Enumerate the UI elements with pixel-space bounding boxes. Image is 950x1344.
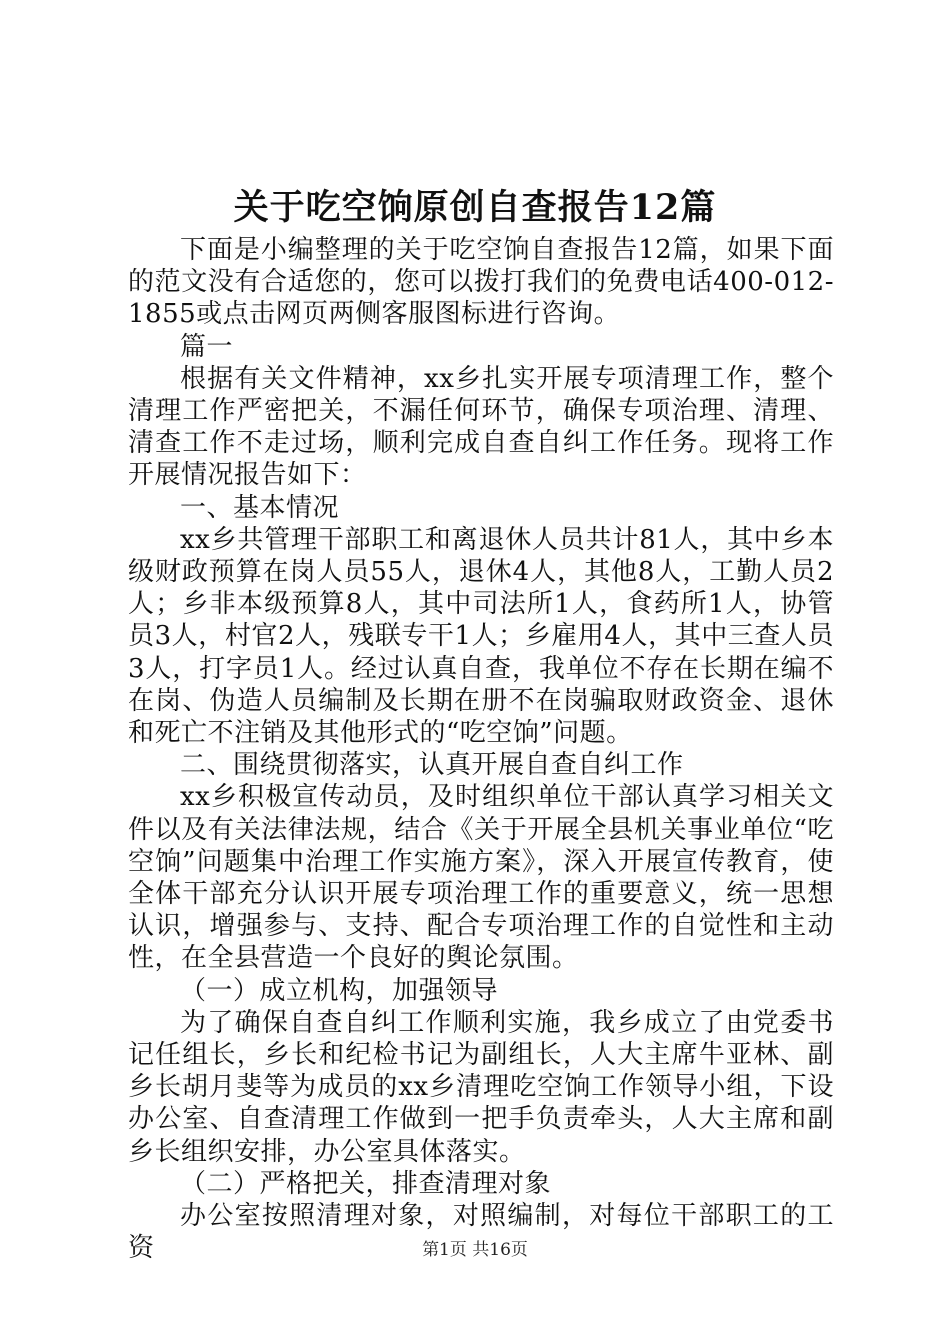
section-heading-self-inspection: 二、围绕贯彻落实，认真开展自查自纠工作 xyxy=(180,750,684,781)
body-paragraph: xx乡积极宣传动员，及时组织单位干部认真学习相关文件以及有关法律法规，结合《关于开展全县机关事业单位“吃空饷”问题集中治理工作实施方案》，深入开展宣传教育，使全体干部充分认识开展专项治理工作的重要意义，统一思想认识，增强参与、支持、配合专项治理工作的自觉性和主动性，在全县营造一个良好的舆论氛围。 xyxy=(128,782,834,974)
section-heading-basic-situation: 一、基本情况 xyxy=(180,492,340,523)
body-paragraph: 为了确保自查自纠工作顺利实施，我乡成立了由党委书记任组长，乡长和纪检书记为副组长，人大主席牛亚林、副乡长胡月斐等为成员的xx乡清理吃空饷工作领导小组，下设办公室、自查清理工作做到一把手负责牵头，人大主席和副乡长组织安排，办公室具体落实。 xyxy=(128,1007,834,1167)
document-body xyxy=(128,234,834,1265)
document-title: 关于吃空饷原创自查报告12篇 xyxy=(233,187,717,228)
body-paragraph: 办公室按照清理对象，对照编制，对每位干部职工的工资 xyxy=(128,1201,834,1264)
subsection-heading-organization: （一）成立机构，加强领导 xyxy=(180,975,499,1006)
body-paragraph: 根据有关文件精神，xx乡扎实开展专项清理工作，整个清理工作严密把关，不漏任何环节，确保专项治理、清理、清查工作不走过场，顺利完成自查自纠工作任务。现将工作开展情况报告如下： xyxy=(128,363,834,491)
section-label-part-one: 篇一 xyxy=(180,331,234,362)
page-number-footer: 第1页 共16页 xyxy=(422,1240,528,1260)
intro-paragraph: 下面是小编整理的关于吃空饷自查报告12篇，如果下面的范文没有合适您的，您可以拨打我们的免费电话400-012-1855或点击网页两侧客服图标进行咨询。 xyxy=(128,235,834,330)
body-paragraph: xx乡共管理干部职工和离退休人员共计81人，其中乡本级财政预算在岗人员55人，退休4人，其他8人，工勤人员2人；乡非本级预算8人，其中司法所1人，食药所1人，协管员3人，村官2人，残联专干1人；乡雇用4人，其中三查人员3人，打字员1人。经过认真自查，我单位不存在长期在编不在岗、伪造人员编制及长期在册不在岗骗取财政资金、退休和死亡不注销及其他形式的“吃空饷”问题。 xyxy=(128,524,834,749)
subsection-heading-screening: （二）严格把关，排查清理对象 xyxy=(180,1168,552,1199)
